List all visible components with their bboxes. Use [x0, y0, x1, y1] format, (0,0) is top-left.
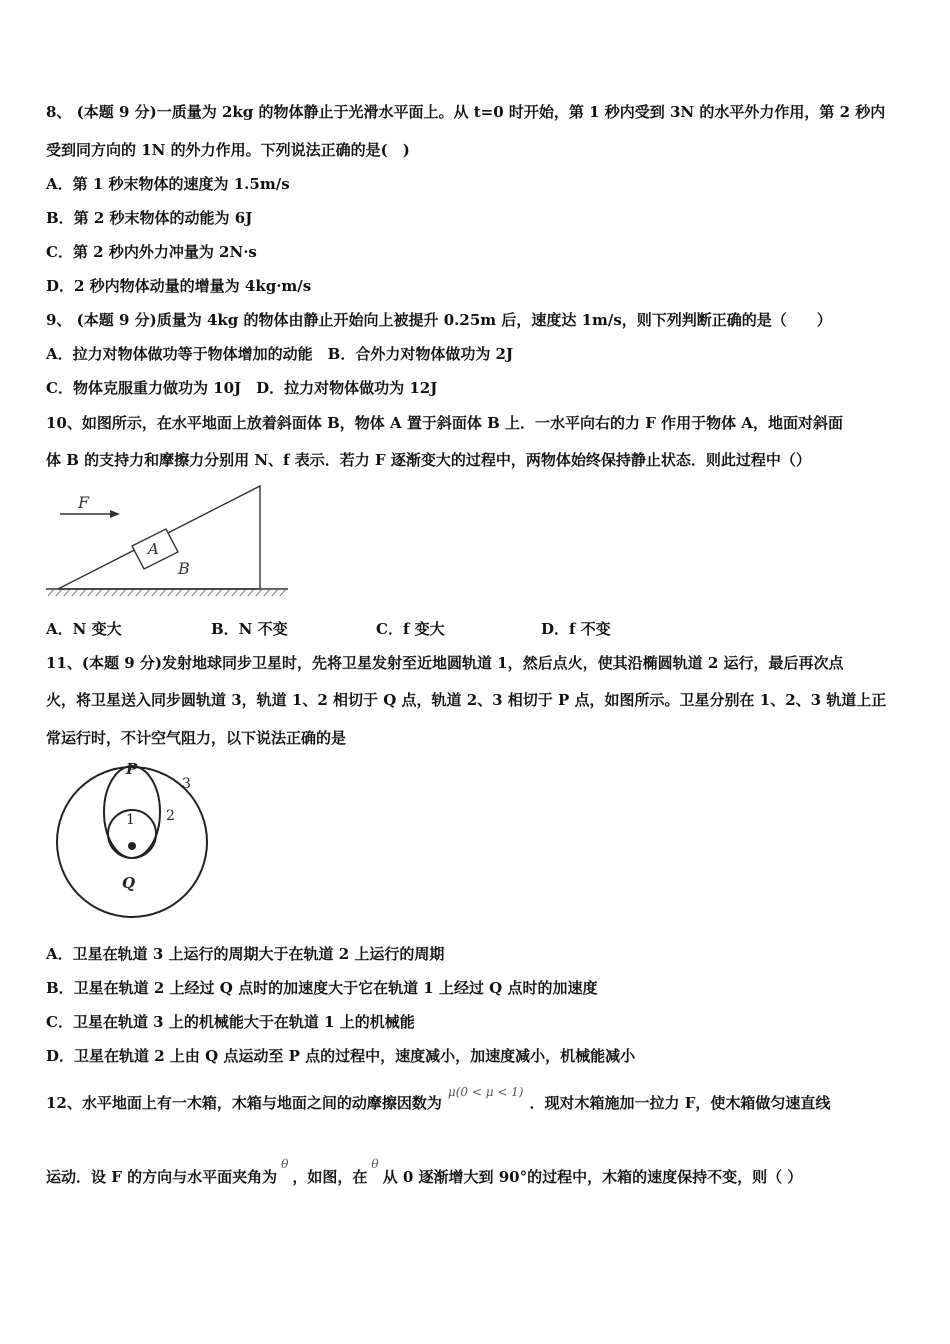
- q9-stem: 9、 (本题 9 分)质量为 4kg 的物体由静止开始向上被提升 0.25m 后，速度达 1m/s，则下列判断正确的是（ ）: [46, 311, 832, 329]
- q8-option-d: D．2 秒内物体动量的增量为 4kg·m/s: [46, 277, 312, 295]
- q11-stem-line1: 11、(本题 9 分)发射地球同步卫星时，先将卫星发射至近地圆轨道 1，然后点火，使其沿椭圆轨道 2 运行，最后再次点: [46, 654, 844, 672]
- wedge-label: B: [178, 559, 190, 578]
- q10-option-c: C．f 变大: [376, 620, 445, 638]
- q11-option-b: B．卫星在轨道 2 上经过 Q 点时的加速度大于它在轨道 1 上经过 Q 点时的加速度: [46, 979, 598, 997]
- theta-symbol: θ: [281, 1157, 289, 1171]
- q12-stem-part3: 运动．设 F 的方向与水平面夹角为: [46, 1168, 278, 1186]
- orbit-2-label: 2: [166, 808, 175, 824]
- incline-figure: [44, 478, 294, 602]
- orbit-figure: [50, 758, 220, 928]
- q8-stem-line2: 受到同方向的 1N 的外力作用。下列说法正确的是( ): [46, 141, 410, 159]
- q12-stem-part4: ，如图，在: [292, 1168, 368, 1186]
- q10-options: [46, 619, 611, 639]
- q10-option-b: B．N 不变: [211, 620, 288, 638]
- earth-dot: [128, 842, 136, 850]
- q11-option-c: C．卫星在轨道 3 上的机械能大于在轨道 1 上的机械能: [46, 1013, 415, 1031]
- q10-stem-line2: 体 B 的支持力和摩擦力分别用 N、f 表示．若力 F 逐渐变大的过程中，两物体始终保持静止状态．则此过程中（）: [46, 451, 811, 469]
- q12-stem-line2: [46, 1157, 803, 1188]
- q8-option-c: C．第 2 秒内外力冲量为 2N·s: [46, 243, 257, 261]
- point-q-label: Q: [122, 874, 136, 892]
- q9-options-cd: C．物体克服重力做功为 10J D．拉力对物体做功为 12J: [46, 379, 438, 397]
- point-p-label: P: [126, 760, 138, 778]
- q10-option-a: A．N 变大: [46, 620, 122, 638]
- orbit-1-label: 1: [126, 812, 135, 828]
- force-label: F: [78, 493, 90, 512]
- q11-option-a: A．卫星在轨道 3 上运行的周期大于在轨道 2 上运行的周期: [46, 945, 445, 963]
- q11-stem-line3: 常运行时，不计空气阻力，以下说法正确的是: [46, 729, 347, 747]
- q12-stem-part5: 从 0 逐渐增大到 90°的过程中，木箱的速度保持不变，则（ ）: [382, 1168, 803, 1186]
- theta-symbol-2: θ: [371, 1157, 379, 1171]
- q12-stem-part2: ．现对木箱施加一拉力 F，使木箱做匀速直线: [529, 1094, 831, 1112]
- q10-option-d: D．f 不变: [541, 620, 611, 638]
- q8-option-a: A．第 1 秒末物体的速度为 1.5m/s: [46, 175, 290, 193]
- block-label: A: [148, 540, 159, 558]
- orbit-3-label: 3: [182, 776, 191, 792]
- q11-option-d: D．卫星在轨道 2 上由 Q 点运动至 P 点的过程中，速度减小，加速度减小，机械能减小: [46, 1047, 636, 1065]
- q11-stem-line2: 火，将卫星送入同步圆轨道 3，轨道 1、2 相切于 Q 点，轨道 2、3 相切于 P 点，如图所示。卫星分别在 1、2、3 轨道上正: [46, 691, 887, 709]
- q8-stem-line1: 8、 (本题 9 分)一质量为 2kg 的物体静止于光滑水平面上。从 t=0 时开始，第 1 秒内受到 3N 的水平外力作用，第 2 秒内: [46, 103, 886, 121]
- q12-stem-part1: 12、水平地面上有一木箱，木箱与地面之间的动摩擦因数为: [46, 1094, 442, 1112]
- q8-option-b: B．第 2 秒末物体的动能为 6J: [46, 209, 253, 227]
- q10-stem-line1: 10、如图所示，在水平地面上放着斜面体 B，物体 A 置于斜面体 B 上．一水平向右的力 F 作用于物体 A，地面对斜面: [46, 414, 843, 432]
- q9-options-ab: A．拉力对物体做功等于物体增加的动能 B．合外力对物体做功为 2J: [46, 345, 514, 363]
- mu-expression: μ(0 < μ < 1): [447, 1085, 524, 1099]
